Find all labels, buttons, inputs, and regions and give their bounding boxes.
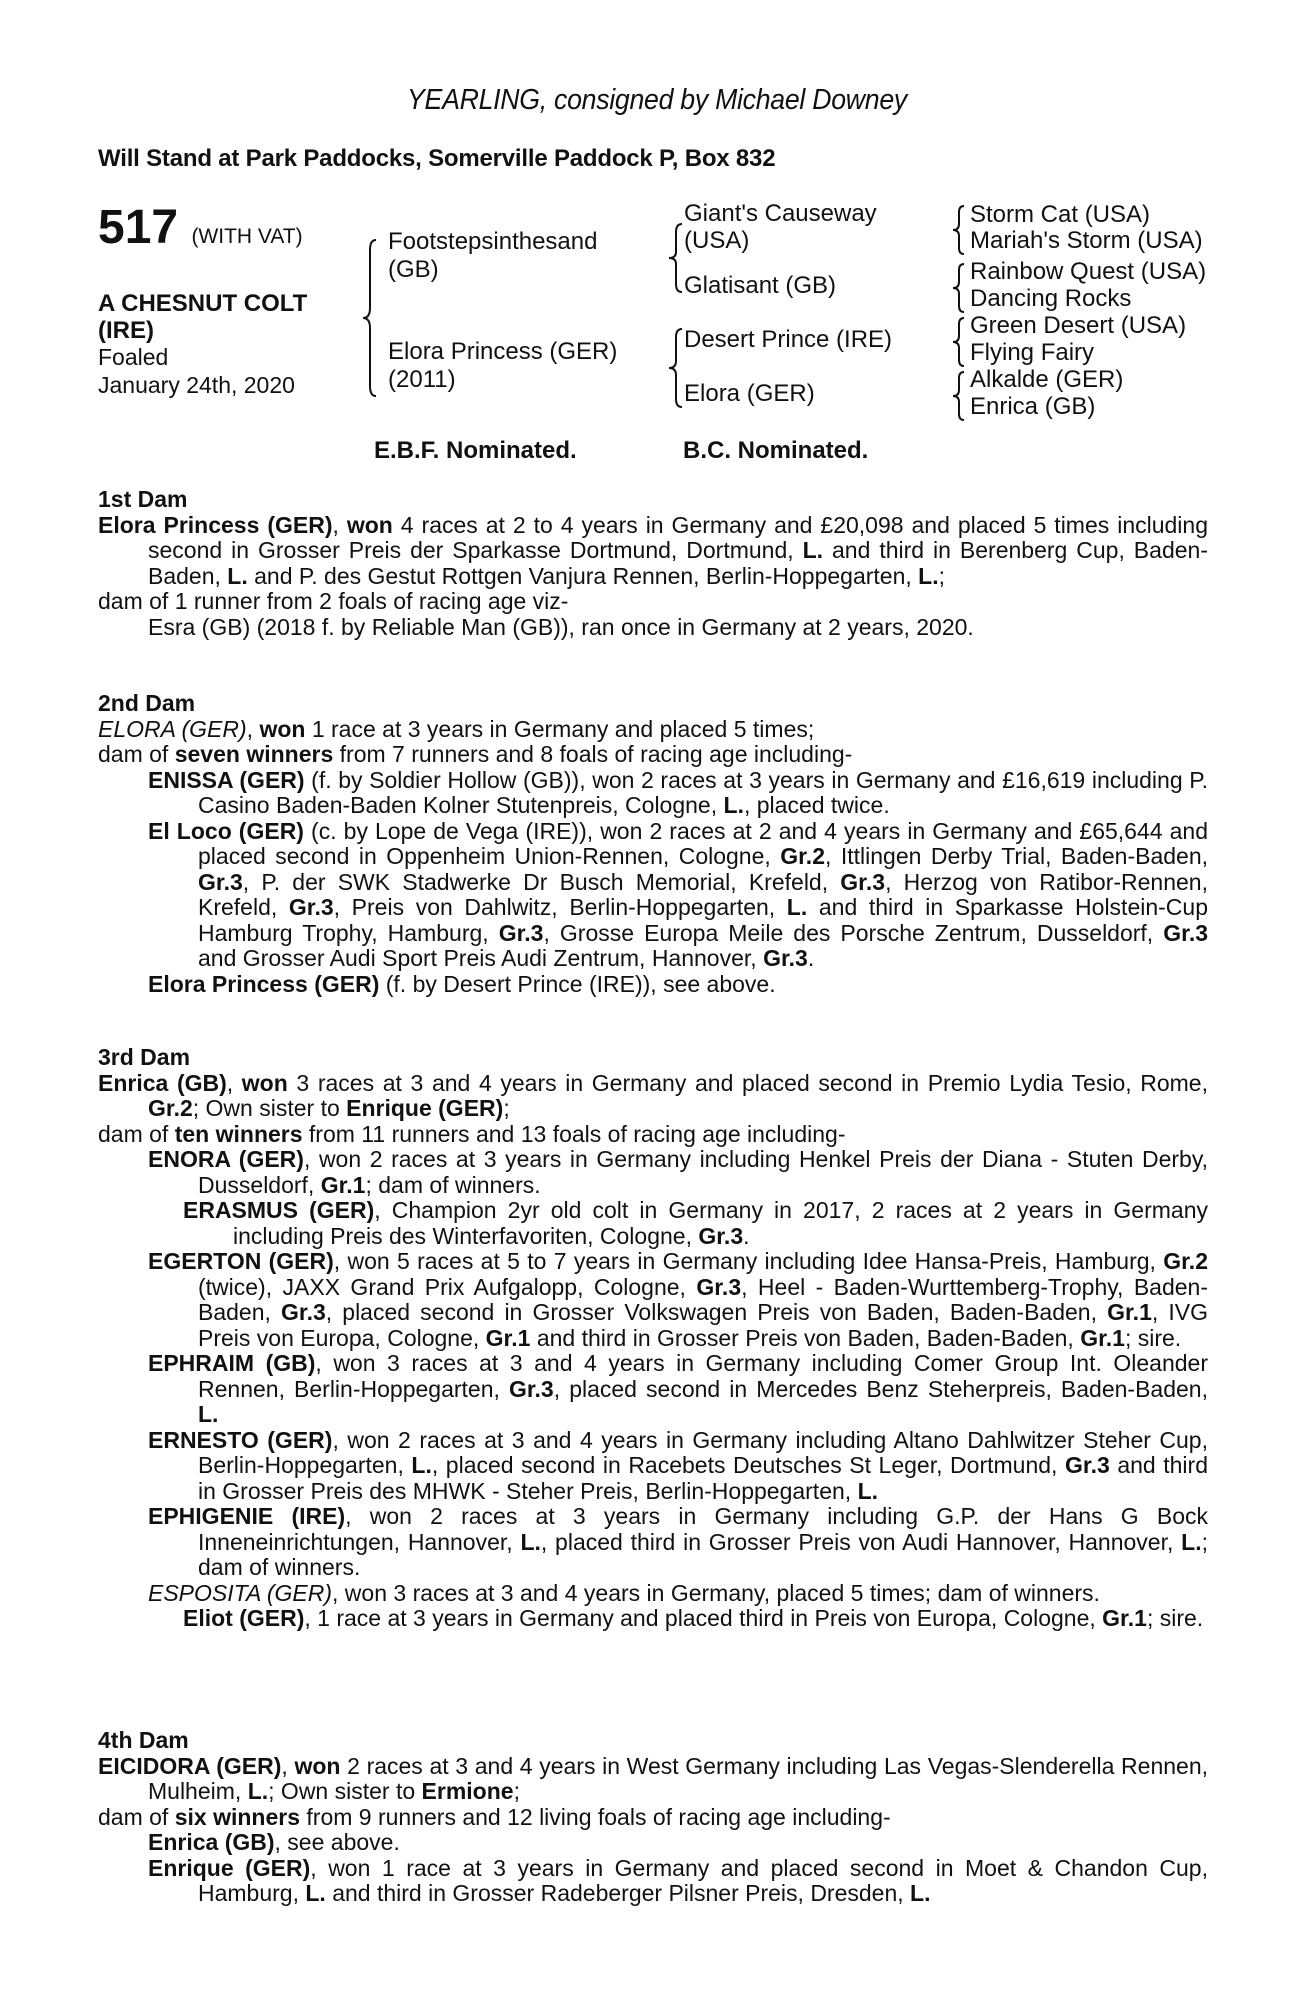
entry-text: and third in Grosser Preis von Baden, Baden-Baden, [530,1324,1081,1351]
bold-text: Elora Princess (GER) [98,511,333,538]
entry-text: dam of [98,1120,175,1147]
entry-text: , won 2 races at 3 and 4 years in Germany including Altano Dahlwitzer Steher Cup, Berlin-Hoppegarten, [198,1426,1208,1478]
dam-entry [98,1122,1208,1148]
bold-text: EICIDORA (GER) [98,1752,282,1779]
entry-text: dam of [98,741,175,767]
bold-text: EPHIGENIE (IRE) [148,1503,346,1529]
entry-text: and third in Grosser Preis des MHWK - Steher Preis, Berlin-Hoppegarten, [198,1452,1208,1504]
dam-section-2 [98,691,1208,997]
entry-text: (twice), JAXX Grand Prix Aufgalopp, Cologne, [198,1273,697,1300]
dam-heading: 1st Dam [98,486,188,512]
bold-text: El Loco (GER) [148,817,304,844]
bold-text: Gr.3 [1065,1452,1110,1478]
stand-location: Will Stand at Park Paddocks, Somerville Paddock P, Box 832 [98,145,776,172]
entry-text: , placed twice. [743,792,890,818]
pedigree-dam-dam: Elora (GER) [684,380,815,407]
entry-text: ; [938,562,946,589]
bold-text: Enrica (GB) [98,1069,227,1096]
dam-entry [98,1147,1208,1198]
entry-text: ; dam of winners. [198,1528,1208,1580]
bold-text: six winners [174,1803,300,1830]
bold-text: Ermione [421,1778,514,1804]
entry-text: from 7 runners and 8 foals of racing age including- [333,741,853,767]
dam-entry [98,1504,1208,1581]
pedigree-dam-sire: Desert Prince (IRE) [684,326,893,353]
bold-text: Enrica (GB) [148,1829,275,1855]
bold-text: L. [910,1880,931,1906]
dam-entry [98,615,1208,641]
dam-entry [98,717,1208,743]
bold-text: ERASMUS (GER) [183,1197,375,1223]
italic-text: ELORA (GER) [98,715,247,742]
entry-text: , won 3 races at 3 and 4 years in Germany, placed 5 times; dam of winners. [332,1579,1100,1606]
entry-text: from 9 runners and 12 living foals of racing age including- [300,1803,891,1830]
bold-text: Gr.3 [698,1222,744,1249]
ebf-nomination: E.B.F. Nominated. [374,437,577,464]
bold-text: L. [411,1452,432,1478]
bold-text: Gr.1 [1080,1324,1125,1351]
dam-section-1 [98,487,1208,640]
bold-text: L. [786,894,808,920]
bold-text: ERNESTO (GER) [148,1426,333,1453]
bold-text: Gr.3 [840,868,886,895]
dam-entry [98,1856,1208,1907]
bold-text: L. [802,537,824,563]
entry-text: . [807,945,815,971]
bold-text: won [346,511,393,538]
entry-text: , P. der SWK Stadwerke Dr Busch Memorial, Krefeld, [242,868,841,895]
horse-description [98,290,307,344]
entry-text: , IVG Preis von Europa, Cologne, [198,1299,1208,1351]
entry-text: , won 5 races at 5 to 7 years in Germany including Idee Hansa-Preis, Hamburg, [333,1248,1164,1274]
entry-text: , Ittlingen Derby Trial, Baden-Baden, [825,843,1209,869]
entry-text: from 11 runners and 13 foals of racing age including- [302,1120,846,1147]
entry-text: , [281,1752,295,1779]
bold-text: L. [305,1880,326,1906]
bold-text: Gr.3 [1163,919,1209,946]
lot-number-block [98,201,303,254]
entry-text: , placed second in Racebets Deutsches St Leger, Dortmund, [431,1452,1065,1478]
dam-entry [98,1805,1208,1831]
entry-text: and Grosser Audi Sport Preis Audi Zentrum, Hannover, [198,945,764,971]
entry-text: ; Own sister to [192,1095,347,1121]
pedigree-gen3-item: Alkalde (GER) [970,366,1124,393]
bold-text: won [259,715,306,742]
bold-text: L. [520,1528,541,1555]
entry-text: , placed second in Mercedes Benz Steherpreis, Baden-Baden, [553,1375,1208,1402]
dam-section-4 [98,1728,1208,1907]
pedigree-brace-gen3-3 [950,316,970,368]
entry-text: ; sire. [1124,1324,1182,1351]
vat-note: (WITH VAT) [191,225,303,248]
bold-text: Enrique (GER) [346,1095,504,1121]
bold-text: Gr.3 [763,945,808,971]
sire-name: Footstepsinthesand [388,228,598,255]
entry-text: ; dam of winners. [365,1171,541,1198]
bold-text: Gr.1 [320,1171,366,1198]
bold-text: L. [198,1401,219,1427]
entry-text: ; sire. [1146,1605,1204,1631]
entry-text: dam of [98,1803,175,1830]
entry-text: , placed third in Grosser Preis von Audi Hannover, Hannover, [540,1528,1182,1555]
bold-text: L. [918,562,939,589]
dam-entry [98,1581,1208,1607]
entry-text: (f. by Soldier Hollow (GB)), won 2 races at 3 years in Germany and £16,619 including P. Casino Baden-Baden Kolner Stutenpreis, Cologne, [198,766,1209,818]
dam-entry [98,742,1208,768]
dam-entry [98,1071,1208,1122]
pedigree-gen3-item: Rainbow Quest (USA) [970,258,1207,285]
sire-country: (GB) [388,256,439,283]
entry-text: 1 race at 3 years in Germany and placed 5 times; [305,715,815,742]
bold-text: Gr.3 [508,1375,554,1402]
entry-text: , placed second in Grosser Volkswagen Preis von Baden, Baden-Baden, [325,1299,1108,1325]
pedigree-brace-gen1 [360,238,382,398]
entry-text: 3 races at 3 and 4 years in Germany and placed second in Premio Lydia Tesio, Rome, [287,1069,1208,1096]
bold-text: Enrique (GER) [148,1854,311,1881]
bold-text: L. [247,1778,269,1804]
entry-text: and P. des Gestut Rottgen Vanjura Rennen, Berlin-Hoppegarten, [247,562,919,589]
pedigree-dam [388,338,617,394]
bc-nomination: B.C. Nominated. [683,437,869,464]
bold-text: L. [227,562,248,589]
bold-text: Gr.3 [498,919,544,946]
foaled-label: Foaled [98,344,169,370]
page-title: YEARLING, consigned by Michael Downey [407,84,907,116]
pedigree-gen3-item: Dancing Rocks [970,285,1132,312]
dam-entry [98,1606,1208,1632]
entry-text: ; [513,1778,520,1804]
dam-year: (2011) [388,366,456,393]
dam-name: Elora Princess (GER) [388,338,618,365]
entry-text: , see above. [274,1829,400,1855]
dam-section-3 [98,1045,1208,1632]
pedigree-gen3-item: Mariah's Storm (USA) [970,227,1203,254]
dam-entry [98,819,1208,972]
entry-text: ; Own sister to [268,1778,422,1804]
bold-text: L. [857,1477,879,1504]
entry-text: , 1 race at 3 years in Germany and placed third in Preis von Europa, Cologne, [304,1605,1103,1631]
entry-text: (f. by Desert Prince (IRE)), see above. [379,970,776,997]
bold-text: won [294,1752,341,1779]
pedigree-sire-dam: Glatisant (GB) [684,272,837,299]
pedigree-gen3-item: Flying Fairy [970,339,1095,366]
entry-text: . [743,1222,750,1249]
entry-text: , won 2 races at 3 years in Germany including Henkel Preis der Diana - Stuten Derby, Dusseldorf, [198,1146,1208,1198]
dam-entry [98,1830,1208,1856]
bold-text: EGERTON (GER) [148,1248,334,1274]
bold-text: ENORA (GER) [148,1146,304,1172]
pedigree-brace-gen3-2 [950,262,970,314]
horse-description-line1: A CHESNUT COLT [98,290,308,317]
bold-text: ENISSA (GER) [148,766,305,793]
bold-text: Elora Princess (GER) [148,970,380,997]
entry-text: , Herzog von Ratibor-Rennen, Krefeld, [198,868,1208,920]
entry-text: and third in Grosser Radeberger Pilsner Preis, Dresden, [325,1880,911,1906]
entry-text: dam of 1 runner from 2 foals of racing age viz- [98,588,569,614]
bold-text: Gr.3 [281,1299,326,1325]
foaled-date: January 24th, 2020 [98,372,295,398]
entry-text: and third in Berenberg Cup, Baden-Baden, [148,537,1208,589]
entry-text: ; [503,1095,510,1121]
entry-text: , Champion 2yr old colt in Germany in 2017, 2 races at 2 years in Germany including Preis des Winterfavoriten, Cologne, [233,1197,1208,1249]
dam-heading: 2nd Dam [98,690,196,716]
bold-text: ten winners [174,1120,303,1147]
bold-text: Gr.1 [1107,1299,1152,1325]
dam-entry [98,1249,1208,1351]
dam-entry [98,1428,1208,1505]
bold-text: Gr.2 [780,843,825,869]
entry-text: , Grosse Europa Meile des Porsche Zentrum, Dusseldorf, [543,919,1164,946]
entry-text: , won 2 races at 3 years in Germany including G.P. der Hans G Bock Inneneinrichtungen, Hannover, [198,1503,1208,1555]
pedigree-sire-sire [684,200,877,254]
dam-heading: 4th Dam [98,1727,189,1753]
entry-text: , Preis von Dahlwitz, Berlin-Hoppegarten, [333,894,787,920]
dam-entry [98,972,1208,998]
pedigree-brace-gen3-1 [950,204,970,256]
entry-text: , [226,1069,242,1096]
entry-text: , [332,511,347,538]
horse-description-line2: (IRE) [98,317,154,344]
entry-text: (c. by Lope de Vega (IRE)), won 2 races at 2 and 4 years in Germany and £65,644 and placed second in Oppenheim Union-Rennen, Cologne, [198,817,1208,869]
pedigree-sire [388,228,597,284]
bold-text: Gr.1 [1102,1605,1147,1631]
bold-text: Gr.1 [485,1324,531,1351]
entry-text: , Heel - Baden-Wurttemberg-Trophy, Baden-Baden, [198,1273,1208,1325]
sire-sire-country: (USA) [684,227,750,254]
bold-text: L. [723,792,744,818]
entry-text: , won 1 race at 3 years in Germany and placed second in Moet & Chandon Cup, Hamburg, [198,1854,1208,1906]
dam-heading: 3rd Dam [98,1044,191,1070]
bold-text: Gr.2 [148,1095,193,1121]
bold-text: Gr.3 [288,894,334,920]
entry-text: and third in Sparkasse Holstein-Cup Hamburg Trophy, Hamburg, [198,894,1208,946]
pedigree-brace-gen3-4 [950,370,970,422]
dam-entry [98,589,1208,615]
foaled-info [98,343,295,399]
dam-entry [98,1198,1208,1249]
bold-text: seven winners [174,741,334,767]
bold-text: Gr.3 [696,1273,742,1300]
bold-text: Gr.2 [1163,1248,1208,1274]
bold-text: L. [1181,1528,1202,1555]
italic-text: ESPOSITA (GER) [148,1579,333,1606]
lot-number: 517 [98,201,179,254]
entry-text: Esra (GB) (2018 f. by Reliable Man (GB)), ran once in Germany at 2 years, 2020. [148,613,974,640]
entry-text: 4 races at 2 to 4 years in Germany and £20,098 and placed 5 times including second in Grosser Preis der Sparkasse Dortmund, Dortmund, [148,511,1208,563]
bold-text: won [241,1069,288,1096]
bold-text: EPHRAIM (GB) [148,1350,316,1376]
dam-entry [98,513,1208,590]
pedigree-gen3-item: Enrica (GB) [970,393,1096,420]
entry-text: 2 races at 3 and 4 years in West Germany including Las Vegas-Slenderella Rennen, Mulheim, [148,1752,1208,1804]
pedigree-gen3-item: Green Desert (USA) [970,312,1187,339]
bold-text: Gr.3 [198,868,243,895]
entry-text: , won 3 races at 3 and 4 years in Germany including Comer Group Int. Oleander Rennen, Berlin-Hoppegarten, [198,1350,1208,1402]
entry-text: , [246,715,260,742]
dam-entry [98,1351,1208,1428]
sire-sire-name: Giant's Causeway [684,200,877,227]
bold-text: Eliot (GER) [183,1605,305,1631]
pedigree-gen3-item: Storm Cat (USA) [970,201,1151,228]
dam-entry [98,1754,1208,1805]
dam-entry [98,768,1208,819]
